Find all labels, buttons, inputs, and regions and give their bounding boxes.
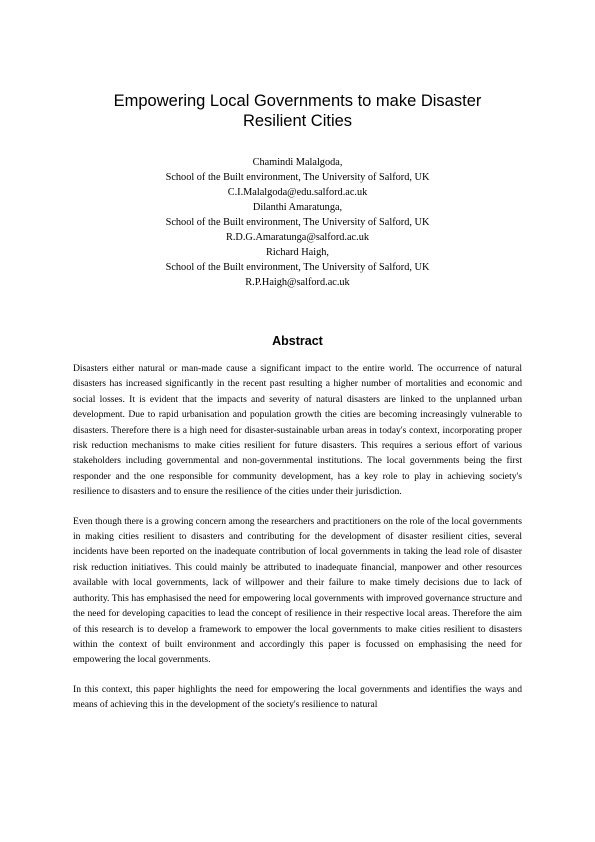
author-email: C.I.Malalgoda@edu.salford.ac.uk — [227, 187, 368, 198]
abstract-heading: Abstract — [272, 334, 323, 348]
abstract-paragraph-3: In this context, this paper highlights the need for empowering the local governments and identifies the ways and means of achieving this in the development of the society's resilience to natural — [73, 683, 522, 711]
title-line-2: Resilient Cities — [242, 112, 353, 130]
author-affiliation: School of the Built environment, The University of Salford, UK — [165, 262, 430, 273]
abstract-body — [73, 361, 522, 727]
author-name: Richard Haigh, — [266, 247, 329, 258]
author-email: R.D.G.Amaratunga@salford.ac.uk — [225, 232, 369, 243]
author-affiliation: School of the Built environment, The University of Salford, UK — [165, 172, 430, 183]
author-email: R.P.Haigh@salford.ac.uk — [245, 277, 350, 288]
author-affiliation: School of the Built environment, The University of Salford, UK — [165, 217, 430, 228]
author-name: Dilanthi Amaratunga, — [252, 202, 343, 213]
paper-title — [60, 91, 535, 131]
author-block — [60, 155, 535, 290]
abstract-paragraph-1: Disasters either natural or man-made cause a significant impact to the entire world. The occurrence of natural disasters has increased significantly in the recent past resulting a higher number of mortalities and economic and social losses. It is evident that the impacts and severity of natural disasters are linked to the unplanned urban development. Due to rapid urbanisation and population growth the cities are becoming increasingly vulnerable to disasters. Therefore there is a high need for disaster-sustainable urban areas in today's context, incorporating proper risk reduction mechanisms to make cities resilient for future disasters. This requires a serious effort of various stakeholders including governmental and non-governmental institutions. The local governments being the first responder and the one responsible for community development, has a key role to play in achieving society's resilience to disasters and to ensure the resilience of the cities under their jurisdiction. — [73, 363, 522, 498]
abstract-paragraph-2: Even though there is a growing concern among the researchers and practitioners on the role of the local governments in making cities resilient to disasters and contributing for the development of disaster resilient cities, several incidents have been reported on the inadequate contribution of local governments in taking the lead role of disaster risk reduction initiatives. This could mainly be attributed to inadequate financial, manpower and other resources available with local governments, lack of willpower and their failure to make timely decisions due to lack of authority. This has emphasised the need for empowering local governments with improved governance structure and the need for developing capacities to lead the concept of resilience in their respective local areas. Therefore the aim of this research is to develop a framework to empower the local governments to make cities resilient to disasters within the context of built environment and accordingly this paper is focussed on emphasising the need for empowering the local governments. — [73, 515, 522, 666]
author-name: Chamindi Malalgoda, — [252, 157, 343, 168]
title-line-1: Empowering Local Governments to make Disaster — [113, 92, 482, 110]
